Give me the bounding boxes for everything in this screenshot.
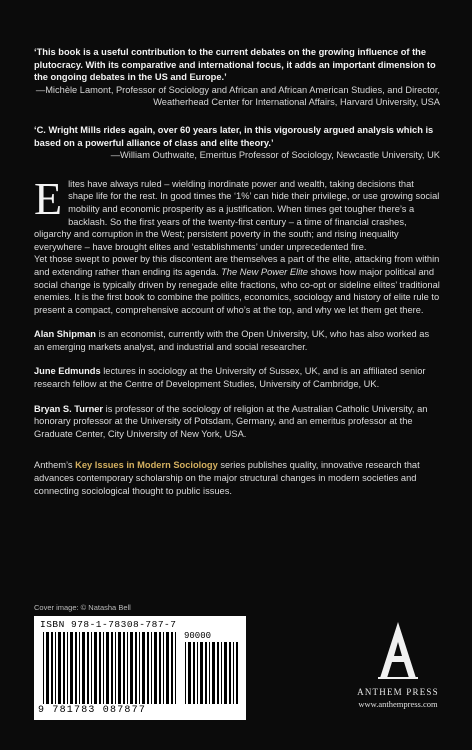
description-paragraph-2: Yet those swept to power by this discontent are themselves a part of the elite, attacking from within and extending rather than ending its agenda. The New Power Elite shows how major political and social change is typically driven by renegade elite fractions, who co-opt or sideline elites’ traditional enemies. It is the first book to combine the politics, economics, sociology and history of elite rule to present a compact, comprehensive account of who’s at the top, and why we let them get there. [34,254,440,315]
publisher-logo[interactable] [356,620,440,709]
publisher-url[interactable]: www.anthempress.com [358,699,438,709]
author-name: June Edmunds [34,366,101,377]
book-title-italic: The New Power Elite [221,266,308,277]
barcode-addon-bars-icon [184,642,238,704]
isbn-label: ISBN 978-1-78308-787-7 [40,619,177,630]
series-note: Anthem’s Key Issues in Modern Sociology series publishes quality, innovative research that advances contemporary scholarship on the major structural changes in modern societies and connecting sociological thought to public issues. [34,460,420,496]
drop-cap: E [34,172,63,224]
review-quote-text: ‘C. Wright Mills rides again, over 60 years later, in this vigorously argued analysis which is based on a powerful alliance of class and elite theory.’ [34,124,434,148]
barcode-bars-icon [42,632,178,704]
back-cover-content [34,46,440,497]
author-bio-3: Bryan S. Turner is professor of the sociology of religion at the Australian Catholic University, an honorary professor at the University of Potsdam, Germany, and an emeritus professor at the Graduate Center, City University of New York, USA. [34,403,428,439]
ean-digits: 9 781783 087877 [38,705,147,716]
publisher-name: ANTHEM PRESS [357,687,439,697]
description-paragraph-1: lites have always ruled – wielding inordinate power and wealth, taking decisions that shape life for the rest. In good times the ‘1%’ can hide their privilege, or use growing social mobility and economic prosperity as a justification. When times get tougher there’s a backlash. So the first years of the twenty-first century – a time of financial crashes, oligarchy and corruption in the West; persistent poverty in the south; and rising inequality everywhere – have brought elites and ‘establishments’ under unprecedented fire. [34,178,440,252]
isbn-barcode [34,616,246,720]
author-bio-1: Alan Shipman is an economist, currently with the Open University, UK, who has also worked as an emerging markets analyst, and industrial and social researcher. [34,329,430,352]
series-name: Key Issues in Modern Sociology [75,460,218,471]
author-name: Bryan S. Turner [34,403,104,414]
review-quote-attribution: —William Outhwaite, Emeritus Professor of Sociology, Newcastle University, UK [110,150,440,161]
review-quote-1 [34,46,440,109]
anthem-a-logo-icon [376,620,420,680]
review-quote-2 [34,124,440,162]
price-code: 90000 [184,631,212,641]
book-description [34,172,440,317]
author-name: Alan Shipman [34,329,96,340]
cover-image-credit: Cover image: © Natasha Bell [34,603,131,612]
review-quote-text: ‘This book is a useful contribution to the current debates on the growing influence of the plutocracy. With its comparative and international focus, it adds an important dimension to the ongoing debates in the US and Europe.’ [34,47,436,83]
review-quote-attribution: —Michèle Lamont, Professor of Sociology and African and African American Studies, and Director, Weatherhead Center for International Affairs, Harvard University, USA [35,84,440,108]
author-bio-2: June Edmunds lectures in sociology at the University of Sussex, UK, and is an affiliated senior research fellow at the Centre of Development Studies, University of Cambridge, UK. [34,366,426,390]
